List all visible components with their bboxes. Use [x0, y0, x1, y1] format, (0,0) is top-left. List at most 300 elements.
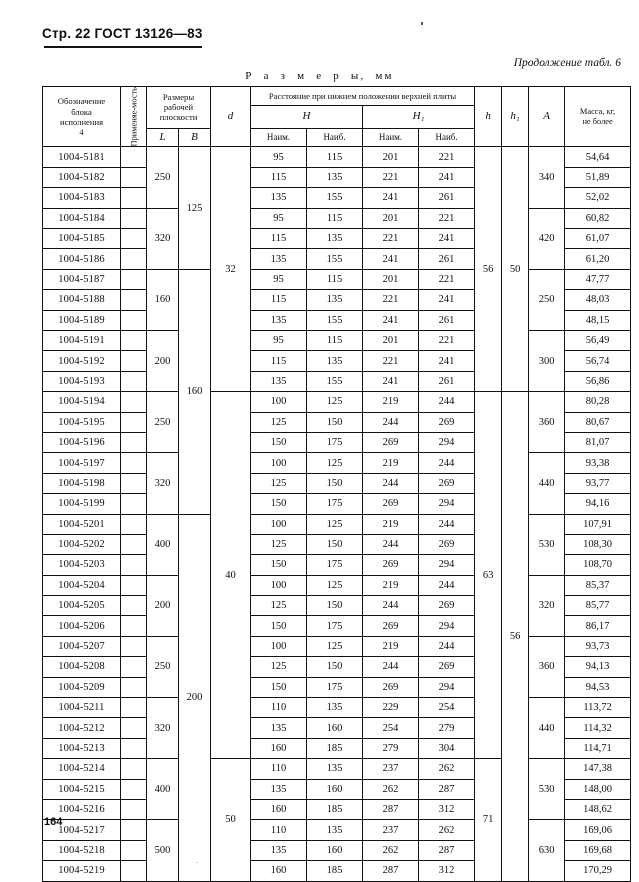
- cell-H-min: 115: [251, 167, 307, 187]
- cell-H1-min: 269: [363, 432, 419, 452]
- cell-mass: 61,20: [565, 249, 631, 269]
- cell-designation: 1004-5198: [43, 473, 121, 493]
- cell-H-min: 125: [251, 596, 307, 616]
- cell-A: 440: [529, 453, 565, 514]
- cell-designation: 1004-5199: [43, 494, 121, 514]
- cell-H1-max: 269: [419, 657, 475, 677]
- cell-L: 200: [147, 575, 179, 636]
- cell-H1-min: 254: [363, 718, 419, 738]
- cell-applicability: [121, 330, 147, 350]
- header-H1-max: Наиб.: [419, 128, 475, 147]
- cell-H1-min: 221: [363, 167, 419, 187]
- cell-designation: 1004-5196: [43, 432, 121, 452]
- cell-H-min: 115: [251, 290, 307, 310]
- cell-H1-min: 241: [363, 371, 419, 391]
- cell-mass: 169,68: [565, 840, 631, 860]
- cell-L: 200: [147, 330, 179, 391]
- cell-A: 250: [529, 269, 565, 330]
- table-row: [43, 759, 631, 779]
- cell-H1-min: 244: [363, 473, 419, 493]
- cell-H-max: 135: [307, 290, 363, 310]
- cell-designation: 1004-5192: [43, 351, 121, 371]
- cell-H-min: 135: [251, 188, 307, 208]
- cell-H1-min: 287: [363, 861, 419, 881]
- cell-designation: 1004-5204: [43, 575, 121, 595]
- cell-H1-min: 287: [363, 799, 419, 819]
- cell-mass: 113,72: [565, 698, 631, 718]
- cell-applicability: [121, 779, 147, 799]
- cell-h1: 50: [502, 147, 529, 392]
- cell-H1-max: 221: [419, 269, 475, 289]
- cell-applicability: [121, 188, 147, 208]
- cell-L: 250: [147, 392, 179, 453]
- cell-H1-max: 262: [419, 820, 475, 840]
- cell-mass: 114,71: [565, 738, 631, 758]
- cell-designation: 1004-5211: [43, 698, 121, 718]
- cell-designation: 1004-5185: [43, 229, 121, 249]
- cell-H1-max: 294: [419, 494, 475, 514]
- cell-designation: 1004-5189: [43, 310, 121, 330]
- dimensions-table-wrapper: [42, 86, 616, 882]
- cell-applicability: [121, 616, 147, 636]
- cell-designation: 1004-5188: [43, 290, 121, 310]
- cell-L: 160: [147, 269, 179, 330]
- cell-applicability: [121, 229, 147, 249]
- cell-H-min: 135: [251, 779, 307, 799]
- cell-H1-min: 244: [363, 596, 419, 616]
- cell-L: 250: [147, 147, 179, 208]
- cell-applicability: [121, 677, 147, 697]
- table-row: [43, 330, 631, 350]
- cell-applicability: [121, 799, 147, 819]
- cell-H-max: 175: [307, 494, 363, 514]
- cell-H-min: 115: [251, 351, 307, 371]
- cell-H-max: 125: [307, 392, 363, 412]
- header-d: d: [211, 87, 251, 147]
- cell-designation: 1004-5205: [43, 596, 121, 616]
- cell-H1-min: 201: [363, 330, 419, 350]
- cell-H1-min: 221: [363, 229, 419, 249]
- cell-H-max: 125: [307, 453, 363, 473]
- cell-d: 32: [211, 147, 251, 392]
- cell-mass: 56,49: [565, 330, 631, 350]
- cell-H1-min: 237: [363, 759, 419, 779]
- cell-H1-max: 287: [419, 840, 475, 860]
- header-h: h: [475, 87, 502, 147]
- cell-H1-max: 269: [419, 412, 475, 432]
- cell-H-max: 150: [307, 657, 363, 677]
- cell-mass: 48,15: [565, 310, 631, 330]
- cell-applicability: [121, 840, 147, 860]
- cell-designation: 1004-5186: [43, 249, 121, 269]
- header-H: H: [251, 105, 363, 128]
- cell-H-min: 110: [251, 759, 307, 779]
- dimensions-table: [42, 86, 631, 882]
- cell-mass: 52,02: [565, 188, 631, 208]
- cell-H1-max: 241: [419, 351, 475, 371]
- cell-mass: 80,67: [565, 412, 631, 432]
- cell-applicability: [121, 820, 147, 840]
- cell-H1-max: 294: [419, 432, 475, 452]
- cell-mass: 170,29: [565, 861, 631, 881]
- bottom-print-mark: .: [196, 857, 198, 865]
- cell-H-max: 125: [307, 514, 363, 534]
- cell-designation: 1004-5219: [43, 861, 121, 881]
- table-row: [43, 453, 631, 473]
- cell-H-min: 125: [251, 473, 307, 493]
- cell-H1-max: 279: [419, 718, 475, 738]
- cell-h: 63: [475, 392, 502, 759]
- cell-H-max: 125: [307, 575, 363, 595]
- cell-mass: 108,70: [565, 555, 631, 575]
- cell-H1-max: 269: [419, 534, 475, 554]
- cell-H-min: 100: [251, 514, 307, 534]
- cell-H-max: 155: [307, 371, 363, 391]
- cell-H1-min: 201: [363, 269, 419, 289]
- cell-H1-max: 261: [419, 188, 475, 208]
- cell-designation: 1004-5187: [43, 269, 121, 289]
- cell-H-max: 160: [307, 779, 363, 799]
- cell-d: 40: [211, 392, 251, 759]
- header-row-1: [43, 87, 631, 106]
- print-speck: [421, 22, 423, 25]
- header-B: B: [179, 128, 211, 147]
- cell-H1-min: 269: [363, 677, 419, 697]
- continuation-note: Продолжение табл. 6: [513, 57, 621, 69]
- cell-mass: 81,07: [565, 432, 631, 452]
- cell-mass: 85,37: [565, 575, 631, 595]
- table-row: [43, 392, 631, 412]
- table-body: [43, 147, 631, 881]
- cell-designation: 1004-5218: [43, 840, 121, 860]
- cell-H-max: 155: [307, 188, 363, 208]
- cell-designation: 1004-5215: [43, 779, 121, 799]
- cell-H-max: 185: [307, 738, 363, 758]
- cell-H1-max: 254: [419, 698, 475, 718]
- cell-H-min: 150: [251, 432, 307, 452]
- cell-applicability: [121, 555, 147, 575]
- cell-designation: 1004-5183: [43, 188, 121, 208]
- cell-L: 250: [147, 636, 179, 697]
- header-L: L: [147, 128, 179, 147]
- cell-A: 630: [529, 820, 565, 881]
- cell-H1-min: 262: [363, 779, 419, 799]
- cell-A: 360: [529, 392, 565, 453]
- cell-H-max: 175: [307, 677, 363, 697]
- cell-H1-max: 244: [419, 514, 475, 534]
- cell-H1-max: 269: [419, 473, 475, 493]
- cell-mass: 148,62: [565, 799, 631, 819]
- cell-designation: 1004-5201: [43, 514, 121, 534]
- cell-applicability: [121, 351, 147, 371]
- cell-H1-min: 241: [363, 310, 419, 330]
- cell-H1-max: 261: [419, 249, 475, 269]
- cell-A: 320: [529, 575, 565, 636]
- cell-H1-min: 237: [363, 820, 419, 840]
- cell-applicability: [121, 392, 147, 412]
- cell-applicability: [121, 861, 147, 881]
- table-row: [43, 820, 631, 840]
- cell-h: 56: [475, 147, 502, 392]
- cell-H1-max: 261: [419, 310, 475, 330]
- cell-H-max: 150: [307, 534, 363, 554]
- cell-designation: 1004-5197: [43, 453, 121, 473]
- cell-A: 530: [529, 514, 565, 575]
- folio-number: 164: [44, 816, 63, 828]
- cell-applicability: [121, 310, 147, 330]
- cell-applicability: [121, 147, 147, 167]
- cell-h: 71: [475, 759, 502, 881]
- cell-designation: 1004-5208: [43, 657, 121, 677]
- table-row: [43, 147, 631, 167]
- cell-H1-min: 219: [363, 514, 419, 534]
- cell-designation: 1004-5203: [43, 555, 121, 575]
- cell-mass: 51,89: [565, 167, 631, 187]
- cell-designation: 1004-5191: [43, 330, 121, 350]
- cell-mass: 94,13: [565, 657, 631, 677]
- cell-designation: 1004-5193: [43, 371, 121, 391]
- cell-H-max: 135: [307, 759, 363, 779]
- cell-applicability: [121, 208, 147, 228]
- cell-B: 125: [179, 147, 211, 269]
- cell-H-min: 135: [251, 840, 307, 860]
- cell-applicability: [121, 718, 147, 738]
- cell-mass: 107,91: [565, 514, 631, 534]
- cell-H1-max: 269: [419, 596, 475, 616]
- cell-H-min: 125: [251, 534, 307, 554]
- cell-applicability: [121, 473, 147, 493]
- cell-applicability: [121, 249, 147, 269]
- cell-H-max: 160: [307, 840, 363, 860]
- cell-H-max: 135: [307, 698, 363, 718]
- cell-H-max: 185: [307, 799, 363, 819]
- cell-applicability: [121, 534, 147, 554]
- cell-H1-min: 244: [363, 657, 419, 677]
- cell-H1-min: 221: [363, 351, 419, 371]
- cell-H-max: 135: [307, 167, 363, 187]
- cell-applicability: [121, 636, 147, 656]
- cell-H-min: 95: [251, 269, 307, 289]
- cell-L: 400: [147, 514, 179, 575]
- cell-H-min: 150: [251, 494, 307, 514]
- cell-applicability: [121, 514, 147, 534]
- cell-applicability: [121, 657, 147, 677]
- cell-H-max: 150: [307, 412, 363, 432]
- cell-H-max: 150: [307, 596, 363, 616]
- cell-H1-min: 201: [363, 208, 419, 228]
- cell-mass: 54,64: [565, 147, 631, 167]
- cell-H1-max: 241: [419, 290, 475, 310]
- cell-designation: 1004-5213: [43, 738, 121, 758]
- header-distance-group: Расстояние при нижнем положении верхней плиты: [251, 87, 475, 106]
- cell-H1-min: 269: [363, 555, 419, 575]
- cell-mass: 108,30: [565, 534, 631, 554]
- cell-L: 500: [147, 820, 179, 881]
- cell-designation: 1004-5217: [43, 820, 121, 840]
- cell-H1-min: 269: [363, 494, 419, 514]
- cell-designation: 1004-5216: [43, 799, 121, 819]
- cell-mass: 48,03: [565, 290, 631, 310]
- cell-designation: 1004-5202: [43, 534, 121, 554]
- cell-designation: 1004-5206: [43, 616, 121, 636]
- standard-number: ГОСТ 13126—83: [94, 26, 203, 41]
- cell-mass: 148,00: [565, 779, 631, 799]
- cell-applicability: [121, 269, 147, 289]
- cell-L: 400: [147, 759, 179, 820]
- cell-H1-min: 269: [363, 616, 419, 636]
- table-head: [43, 87, 631, 147]
- cell-applicability: [121, 290, 147, 310]
- cell-H1-max: 221: [419, 330, 475, 350]
- cell-applicability: [121, 167, 147, 187]
- cell-H-max: 185: [307, 861, 363, 881]
- header-rule: [44, 46, 202, 48]
- cell-designation: 1004-5195: [43, 412, 121, 432]
- cell-H1-min: 219: [363, 575, 419, 595]
- cell-H-max: 175: [307, 432, 363, 452]
- cell-H1-min: 221: [363, 290, 419, 310]
- header-A: A: [529, 87, 565, 147]
- cell-H-max: 115: [307, 147, 363, 167]
- cell-H-min: 95: [251, 147, 307, 167]
- cell-designation: 1004-5181: [43, 147, 121, 167]
- cell-H-min: 110: [251, 820, 307, 840]
- cell-H-min: 135: [251, 371, 307, 391]
- cell-applicability: [121, 453, 147, 473]
- cell-mass: 80,28: [565, 392, 631, 412]
- cell-H-max: 135: [307, 229, 363, 249]
- header-applicability: Применяе-мость: [121, 87, 147, 147]
- cell-H-max: 115: [307, 269, 363, 289]
- cell-mass: 93,77: [565, 473, 631, 493]
- cell-applicability: [121, 596, 147, 616]
- cell-H-min: 160: [251, 861, 307, 881]
- cell-mass: 93,73: [565, 636, 631, 656]
- table-row: [43, 208, 631, 228]
- cell-mass: 85,77: [565, 596, 631, 616]
- cell-H1-max: 294: [419, 616, 475, 636]
- cell-designation: 1004-5194: [43, 392, 121, 412]
- cell-H1-max: 312: [419, 861, 475, 881]
- page-header: [42, 26, 203, 41]
- cell-mass: 169,06: [565, 820, 631, 840]
- header-H-max: Наиб.: [307, 128, 363, 147]
- cell-A: 360: [529, 636, 565, 697]
- cell-H1-max: 294: [419, 677, 475, 697]
- cell-H-min: 110: [251, 698, 307, 718]
- cell-A: 340: [529, 147, 565, 208]
- cell-H1-min: 241: [363, 249, 419, 269]
- cell-H-max: 175: [307, 555, 363, 575]
- cell-H1-min: 262: [363, 840, 419, 860]
- cell-H-max: 175: [307, 616, 363, 636]
- cell-mass: 147,38: [565, 759, 631, 779]
- cell-mass: 93,38: [565, 453, 631, 473]
- page-number-label: Стр. 22: [42, 26, 91, 41]
- header-designation: Обозначение блока исполнения 4: [43, 87, 121, 147]
- cell-designation: 1004-5212: [43, 718, 121, 738]
- cell-B: 200: [179, 514, 211, 881]
- cell-H1-max: 241: [419, 229, 475, 249]
- cell-H-max: 115: [307, 330, 363, 350]
- cell-H1-min: 219: [363, 392, 419, 412]
- cell-mass: 47,77: [565, 269, 631, 289]
- cell-B: 160: [179, 269, 211, 514]
- cell-H-min: 150: [251, 616, 307, 636]
- cell-H-max: 135: [307, 351, 363, 371]
- header-H-min: Наим.: [251, 128, 307, 147]
- header-H1: H₁: [363, 105, 475, 128]
- table-row: [43, 575, 631, 595]
- cell-L: 320: [147, 453, 179, 514]
- cell-H-min: 95: [251, 330, 307, 350]
- cell-mass: 94,16: [565, 494, 631, 514]
- cell-designation: 1004-5209: [43, 677, 121, 697]
- cell-applicability: [121, 412, 147, 432]
- cell-H1-min: 229: [363, 698, 419, 718]
- header-h1: h₁: [502, 87, 529, 147]
- cell-H-min: 135: [251, 310, 307, 330]
- cell-H1-max: 244: [419, 575, 475, 595]
- cell-H-min: 100: [251, 575, 307, 595]
- cell-designation: 1004-5182: [43, 167, 121, 187]
- cell-mass: 94,53: [565, 677, 631, 697]
- table-row: [43, 514, 631, 534]
- cell-H-min: 135: [251, 718, 307, 738]
- cell-H1-min: 279: [363, 738, 419, 758]
- cell-applicability: [121, 371, 147, 391]
- cell-H1-max: 261: [419, 371, 475, 391]
- cell-H-min: 125: [251, 657, 307, 677]
- cell-H-max: 155: [307, 310, 363, 330]
- cell-H1-min: 244: [363, 534, 419, 554]
- cell-H-min: 135: [251, 249, 307, 269]
- cell-H-min: 150: [251, 677, 307, 697]
- cell-H1-min: 219: [363, 636, 419, 656]
- cell-H1-max: 287: [419, 779, 475, 799]
- cell-L: 320: [147, 698, 179, 759]
- cell-A: 530: [529, 759, 565, 820]
- cell-applicability: [121, 738, 147, 758]
- cell-H-max: 125: [307, 636, 363, 656]
- cell-designation: 1004-5184: [43, 208, 121, 228]
- cell-H1-min: 241: [363, 188, 419, 208]
- cell-H-min: 160: [251, 738, 307, 758]
- cell-H-min: 125: [251, 412, 307, 432]
- cell-H1-max: 294: [419, 555, 475, 575]
- cell-H-min: 100: [251, 453, 307, 473]
- cell-H1-max: 241: [419, 167, 475, 187]
- cell-H-min: 160: [251, 799, 307, 819]
- cell-H1-max: 304: [419, 738, 475, 758]
- cell-applicability: [121, 575, 147, 595]
- cell-H-max: 160: [307, 718, 363, 738]
- cell-H1-min: 244: [363, 412, 419, 432]
- cell-H1-max: 262: [419, 759, 475, 779]
- cell-H1-min: 201: [363, 147, 419, 167]
- cell-h1: 56: [502, 392, 529, 881]
- cell-L: 320: [147, 208, 179, 269]
- cell-H1-min: 219: [363, 453, 419, 473]
- cell-H1-max: 312: [419, 799, 475, 819]
- cell-H-min: 115: [251, 229, 307, 249]
- header-H1-min: Наим.: [363, 128, 419, 147]
- table-row: [43, 269, 631, 289]
- cell-mass: 56,74: [565, 351, 631, 371]
- cell-H1-max: 244: [419, 392, 475, 412]
- cell-applicability: [121, 698, 147, 718]
- cell-designation: 1004-5214: [43, 759, 121, 779]
